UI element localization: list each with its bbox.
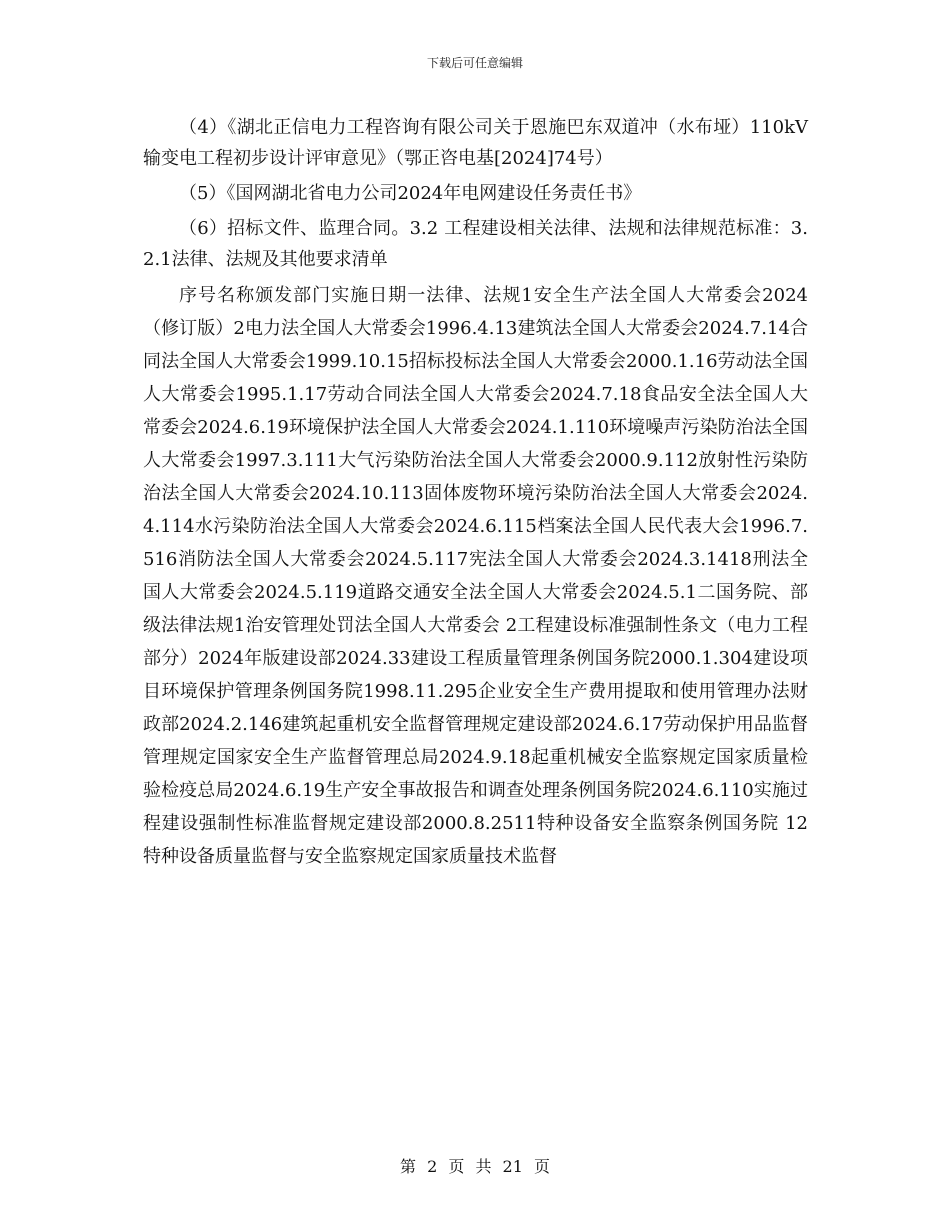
paragraph-law-list: 序号名称颁发部门实施日期一法律、法规1安全生产法全国人大常委会2024（修订版）2电力法全国人大常委会1996.4.13建筑法全国人大常委会2024.7.14合同法全国人大常委会1999.10.15招标投标法全国人大常委会2000.1.16劳动法全国人大常委会1995.1.17劳动合同法全国人大常委会2024.7.18食品安全法全国人大常委会2024.6.19环境保护法全国人大常委会2024.1.110环境噪声污染防治法全国人大常委会1997.3.111大气污染防治法全国人大常委会2000.9.112放射性污染防治法全国人大常委会2024.10.113固体废物环境污染防治法全国人大常委会2024.4.114水污染防治法全国人大常委会2024.6.115档案法全国人民代表大会1996.7.516消防法全国人大常委会2024.5.117宪法全国人大常委会2024.3.1418刑法全国人大常委会2024.5.119道路交通安全法全国人大常委会2024.5.1二国务院、部级法律法规1治安管理处罚法全国人大常委会 2工程建设标准强制性条文（电力工程部分）2024年版建设部2024.33建设工程质量管理条例国务院2000.1.304建设项目环境保护管理条例国务院1998.11.295企业安全生产费用提取和使用管理办法财政部2024.2.146建筑起重机安全监督管理规定建设部2024.6.17劳动保护用品监督管理规定国家安全生产监督管理总局2024.9.18起重机械安全监察规定国家质量检验检疫总局2024.6.19生产安全事故报告和调查处理条例国务院2024.6.110实施过程建设强制性标准监督规定建设部2000.8.2511特种设备安全监察条例国务院 12特种设备质量监督与安全监察规定国家质量技术监督: [143, 285, 808, 867]
page-number-footer: 第 2 页 共 21 页: [400, 1157, 550, 1176]
document-body: [143, 112, 808, 873]
paragraph-reference-5: （5）《国网湖北省电力公司2024年电网建设任务责任书》: [179, 183, 642, 204]
page-header-note: 下载后可任意编辑: [426, 56, 523, 70]
paragraph-reference-4: （4）《湖北正信电力工程咨询有限公司关于恩施巴东双道冲（水布垭）110kV输变电工程初步设计评审意见》（鄂正咨电基[2024]74号）: [143, 117, 808, 169]
paragraph-reference-6: （6）招标文件、监理合同。3.2 工程建设相关法律、法规和法律规范标准：3.2.1法律、法规及其他要求清单: [143, 218, 808, 270]
